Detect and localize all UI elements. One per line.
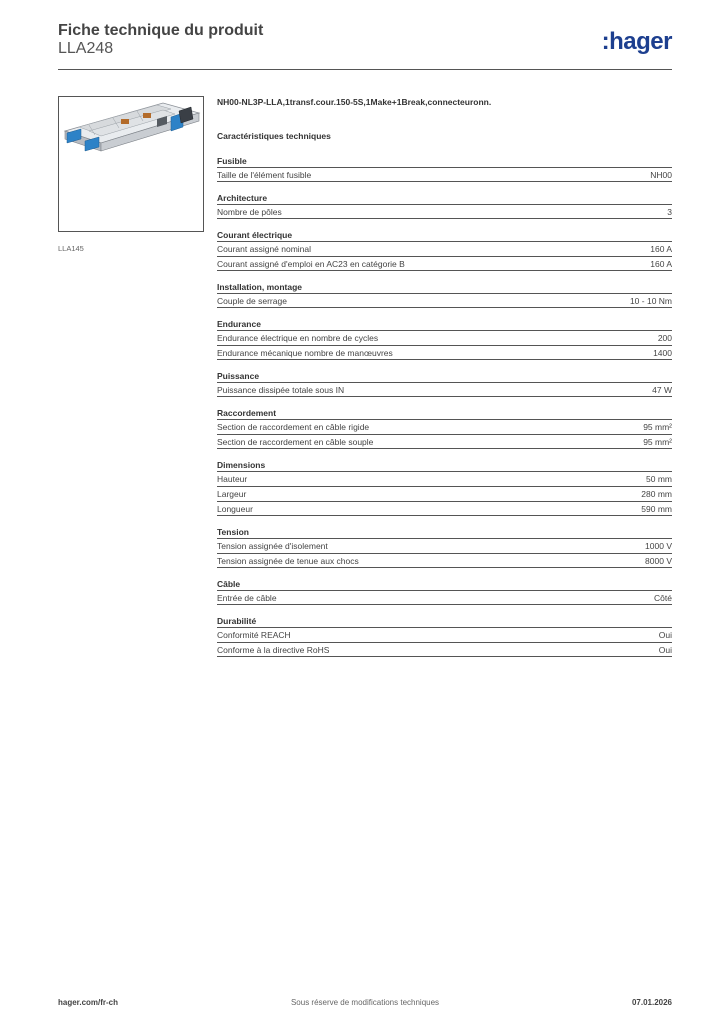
section-title: Fusible bbox=[217, 156, 247, 166]
page-header bbox=[58, 20, 672, 70]
spec-row bbox=[217, 538, 672, 553]
spec-section bbox=[217, 526, 672, 568]
spec-row bbox=[217, 293, 672, 308]
spec-table bbox=[217, 419, 672, 449]
product-code: LLA248 bbox=[58, 40, 114, 57]
spec-label: Couple de serrage bbox=[217, 295, 287, 306]
spec-section bbox=[217, 407, 672, 449]
spec-label: Section de raccordement en câble souple bbox=[217, 436, 374, 447]
fuse-switch-illustration bbox=[59, 97, 203, 231]
spec-row bbox=[217, 241, 672, 256]
spec-row bbox=[217, 553, 672, 568]
page-footer bbox=[58, 998, 672, 1010]
spec-table bbox=[217, 167, 672, 182]
spec-value: 1000 V bbox=[645, 541, 672, 551]
spec-value: 280 mm bbox=[641, 489, 672, 499]
spec-value: NH00 bbox=[650, 169, 672, 180]
spec-value: Oui bbox=[658, 644, 672, 655]
spec-row bbox=[217, 167, 672, 182]
spec-label: Endurance mécanique nombre de manœuvres bbox=[217, 347, 393, 358]
spec-label: Tension assignée d'isolement bbox=[217, 541, 328, 551]
spec-section bbox=[217, 229, 672, 271]
section-title: Courant électrique bbox=[217, 230, 293, 240]
spec-value: Côté bbox=[654, 592, 672, 603]
spec-section bbox=[217, 459, 672, 516]
spec-value: 590 mm bbox=[641, 503, 672, 514]
footer-disclaimer: Sous réserve de modifications techniques bbox=[290, 998, 440, 1007]
spec-table bbox=[217, 382, 672, 397]
spec-row bbox=[217, 256, 672, 271]
spec-value: Oui bbox=[658, 630, 672, 640]
hager-logo: :hager bbox=[601, 28, 672, 55]
spec-section bbox=[217, 615, 672, 657]
section-title: Installation, montage bbox=[217, 282, 303, 292]
spec-label: Taille de l'élément fusible bbox=[217, 169, 312, 180]
spec-table bbox=[217, 293, 672, 308]
spec-label: Courant assigné nominal bbox=[217, 244, 312, 254]
specifications-panel bbox=[217, 96, 672, 667]
spec-table bbox=[217, 241, 672, 271]
spec-sections bbox=[217, 155, 672, 657]
section-title: Câble bbox=[217, 579, 241, 589]
section-title: Dimensions bbox=[217, 460, 266, 470]
spec-section bbox=[217, 192, 672, 219]
section-title: Raccordement bbox=[217, 408, 277, 418]
spec-section bbox=[217, 155, 672, 182]
spec-label: Tension assignée de tenue aux chocs bbox=[217, 555, 359, 566]
spec-value: 10 - 10 Nm bbox=[629, 295, 672, 306]
spec-value: 95 mm² bbox=[643, 436, 672, 447]
spec-value: 8000 V bbox=[645, 555, 672, 566]
footer-website: hager.com/fr-ch bbox=[58, 998, 119, 1007]
spec-row bbox=[217, 345, 672, 360]
spec-table bbox=[217, 204, 672, 219]
spec-label: Section de raccordement en câble rigide bbox=[217, 422, 370, 432]
spec-value: 50 mm bbox=[646, 474, 672, 484]
spec-value: 160 A bbox=[650, 258, 672, 269]
product-image bbox=[58, 96, 204, 232]
spec-row bbox=[217, 382, 672, 397]
spec-label: Longueur bbox=[217, 503, 253, 514]
spec-value: 47 W bbox=[652, 384, 672, 395]
footer-date: 07.01.2026 bbox=[631, 998, 672, 1007]
spec-row bbox=[217, 590, 672, 605]
spec-row bbox=[217, 471, 672, 486]
spec-label: Courant assigné d'emploi en AC23 en catégorie B bbox=[217, 258, 405, 269]
spec-label: Puissance dissipée totale sous IN bbox=[217, 384, 345, 395]
section-title: Endurance bbox=[217, 319, 261, 329]
header-divider bbox=[58, 69, 672, 70]
spec-label: Largeur bbox=[217, 489, 247, 499]
spec-section bbox=[217, 318, 672, 360]
product-description: NH00-NL3P-LLA,1transf.cour.150-5S,1Make+1Break,connecteuronn. bbox=[217, 97, 492, 107]
spec-row bbox=[217, 204, 672, 219]
spec-row bbox=[217, 330, 672, 345]
image-caption: LLA145 bbox=[58, 244, 84, 253]
document-title: Fiche technique du produit bbox=[58, 22, 264, 39]
spec-row bbox=[217, 434, 672, 449]
spec-section bbox=[217, 370, 672, 397]
spec-row bbox=[217, 642, 672, 657]
spec-value: 200 bbox=[657, 333, 672, 343]
spec-section bbox=[217, 281, 672, 308]
spec-value: 1400 bbox=[653, 347, 672, 358]
spec-table bbox=[217, 330, 672, 360]
spec-label: Hauteur bbox=[217, 474, 248, 484]
section-title: Puissance bbox=[217, 371, 260, 381]
spec-table bbox=[217, 590, 672, 605]
spec-label: Conforme à la directive RoHS bbox=[217, 644, 330, 655]
spec-label: Conformité REACH bbox=[217, 630, 291, 640]
spec-label: Endurance électrique en nombre de cycles bbox=[217, 333, 379, 343]
technical-characteristics-heading: Caractéristiques techniques bbox=[217, 131, 331, 141]
spec-row bbox=[217, 627, 672, 642]
spec-row bbox=[217, 501, 672, 516]
spec-value: 95 mm² bbox=[643, 422, 672, 432]
spec-table bbox=[217, 627, 672, 657]
spec-table bbox=[217, 471, 672, 516]
section-title: Tension bbox=[217, 527, 249, 537]
section-title: Durabilité bbox=[217, 616, 257, 626]
spec-label: Entrée de câble bbox=[217, 592, 277, 603]
spec-label: Nombre de pôles bbox=[217, 206, 282, 217]
spec-value: 160 A bbox=[650, 244, 672, 254]
spec-section bbox=[217, 578, 672, 605]
spec-value: 3 bbox=[667, 206, 672, 217]
spec-table bbox=[217, 538, 672, 568]
spec-row bbox=[217, 419, 672, 434]
section-title: Architecture bbox=[217, 193, 268, 203]
spec-row bbox=[217, 486, 672, 501]
